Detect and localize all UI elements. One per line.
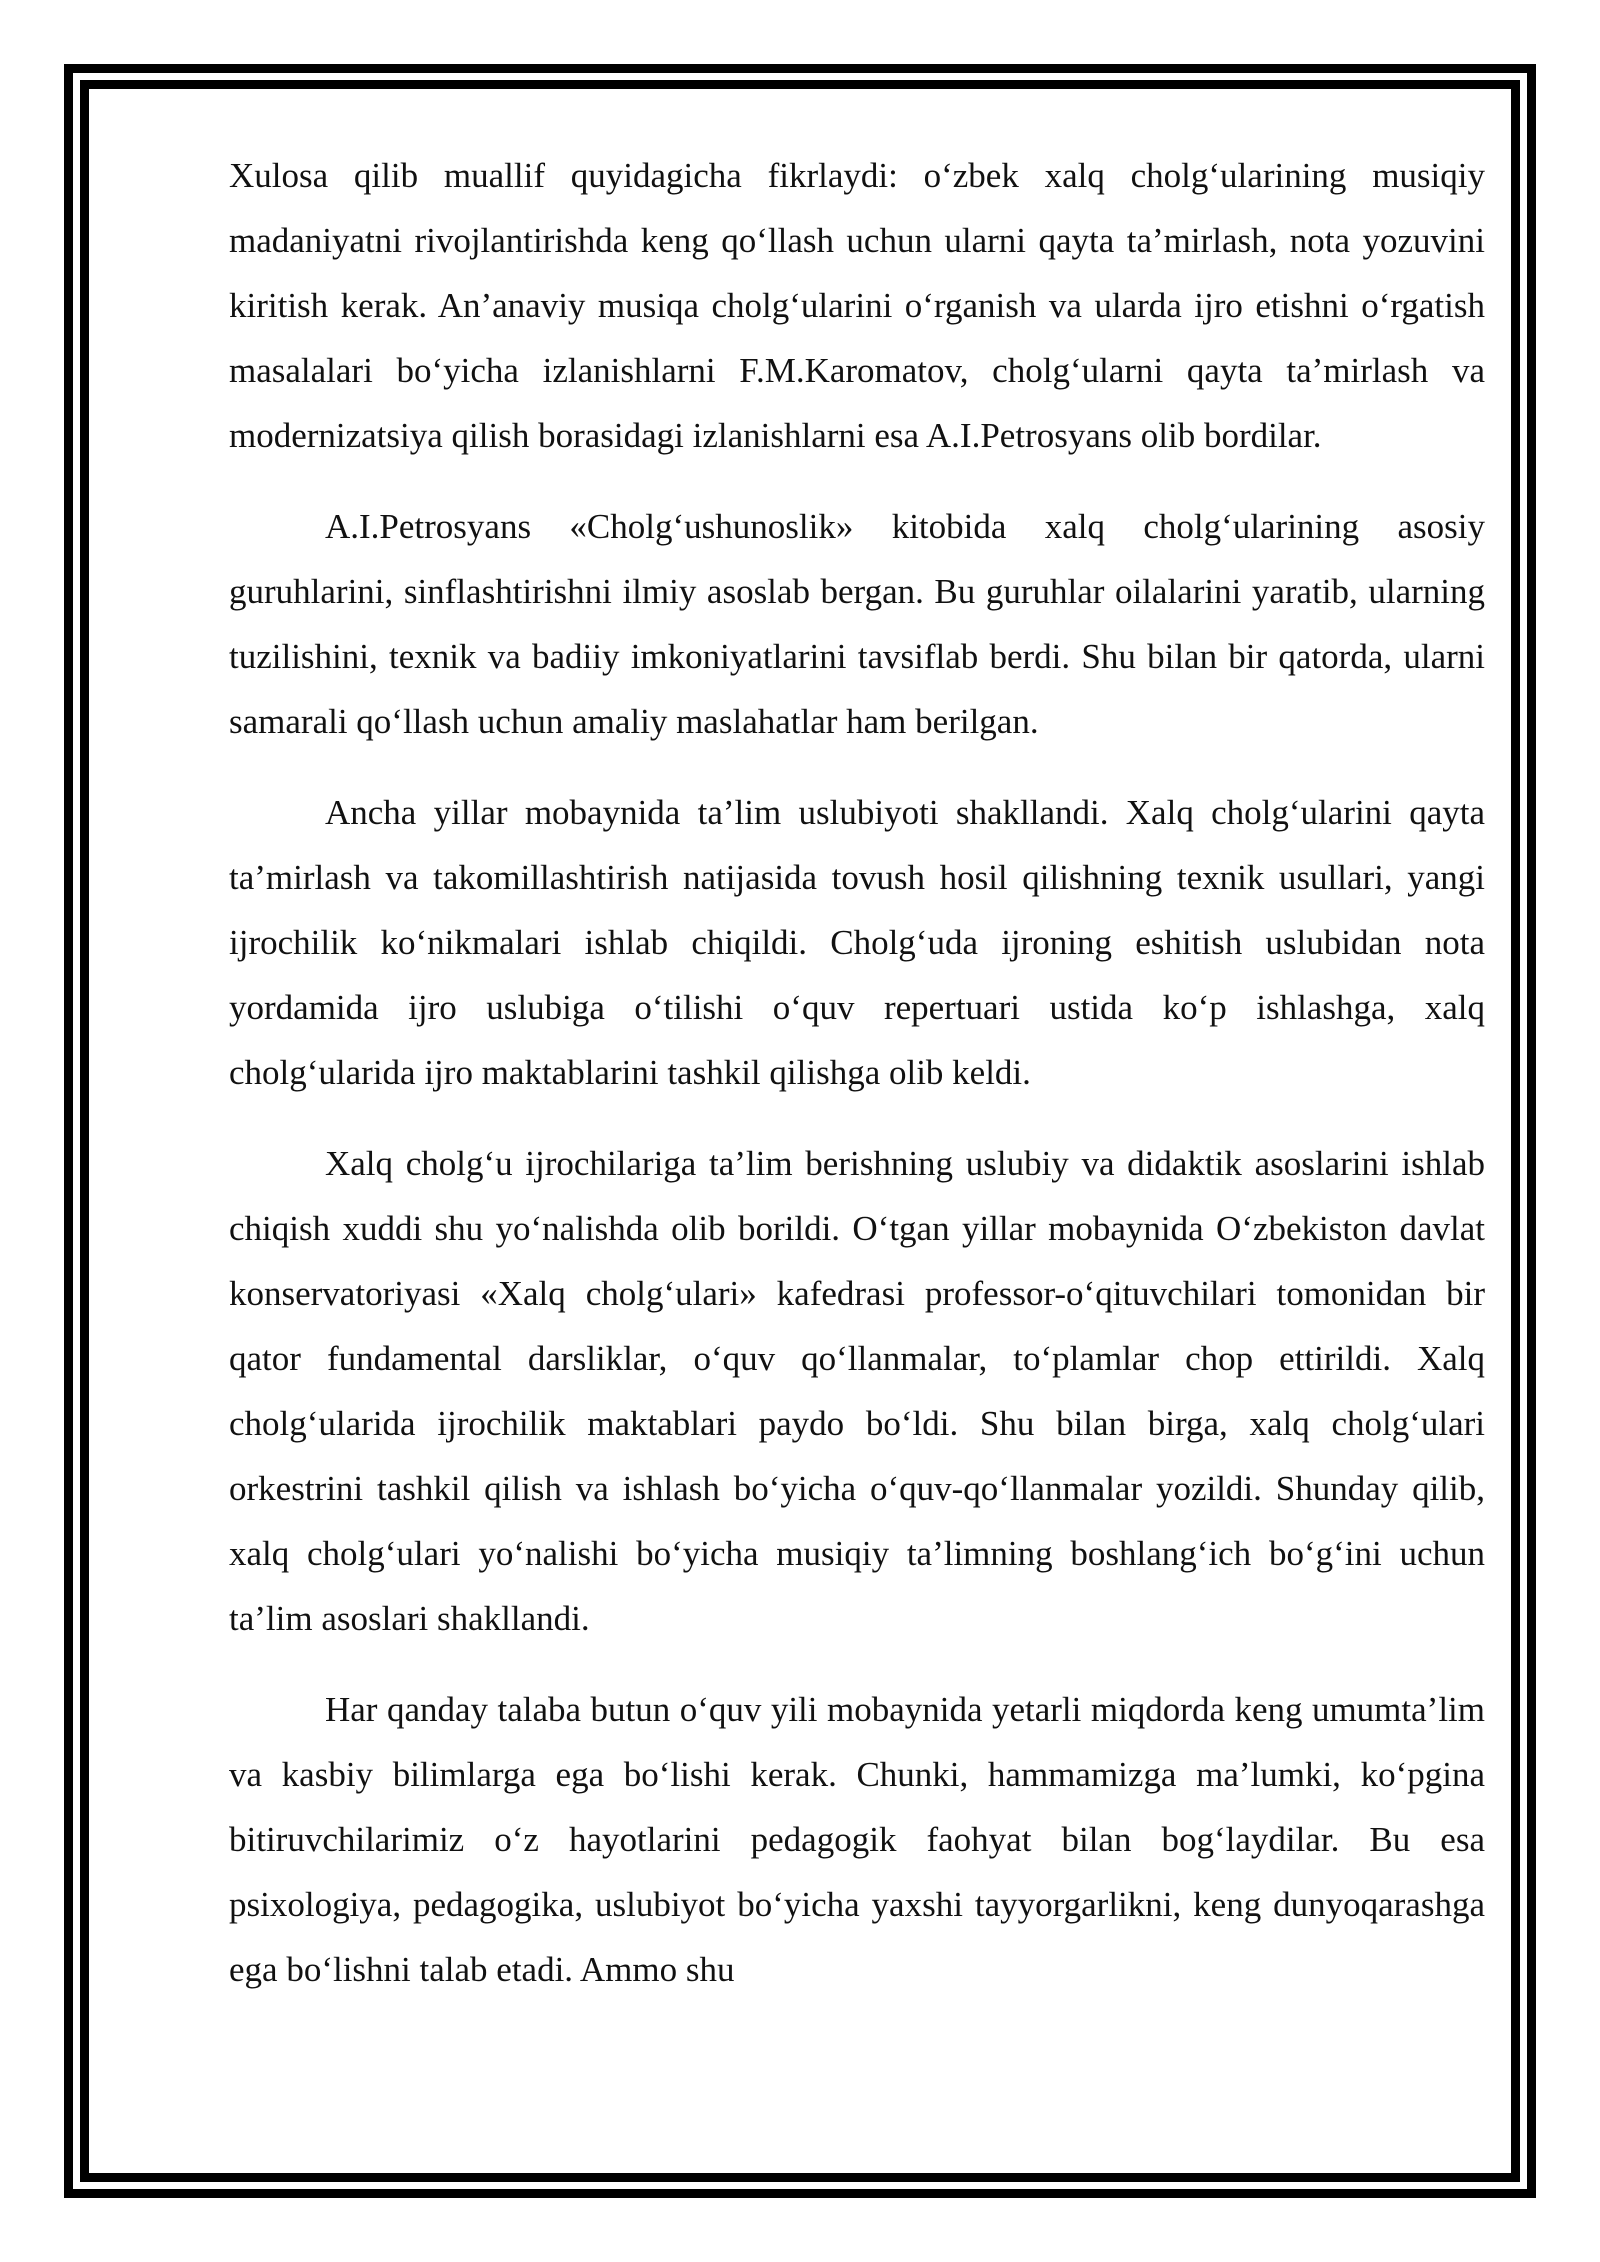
document-body — [229, 143, 1485, 2002]
paragraph-4: Xalq cholg‘u ijrochilariga ta’lim berishning uslubiy va didaktik asoslarini ishlab chiqish xuddi shu yo‘nalishda olib borildi. O‘tgan yillar mobaynida O‘zbekiston davlat konservatoriyasi «Xalq cholg‘ulari» kafedrasi professor-o‘qituvchilari tomonidan bir qator fundamental darsliklar, o‘quv qo‘llanmalar, to‘plamlar chop ettirildi. Xalq cholg‘ularida ijrochilik maktablari paydo bo‘ldi. Shu bilan birga, xalq cholg‘ulari orkestrini tashkil qilish va ishlash bo‘yicha o‘quv-qo‘llanmalar yozildi. Shunday qilib, xalq cholg‘ulari yo‘nalishi bo‘yicha musiqiy ta’limning boshlang‘ich bo‘g‘ini uchun ta’lim asoslari shakllandi. — [229, 1144, 1485, 1638]
paragraph-2: A.I.Petrosyans «Cholg‘ushunoslik» kitobida xalq cholg‘ularining asosiy guruhlarini, sinflashtirishni ilmiy asoslab bergan. Bu guruhlar oilalarini yaratib, ularning tuzilishini, texnik va badiiy imkoniyatlarini tavsiflab berdi. Shu bilan bir qatorda, ularni samarali qo‘llash uchun amaliy maslahatlar ham berilgan. — [229, 507, 1485, 741]
paragraph-3: Ancha yillar mobaynida ta’lim uslubiyoti shakllandi. Xalq cholg‘ularini qayta ta’mirlash va takomillashtirish natijasida tovush hosil qilishning texnik usullari, yangi ijrochilik ko‘nikmalari ishlab chiqildi. Cholg‘uda ijroning eshitish uslubidan nota yordamida ijro uslubiga o‘tilishi o‘quv repertuari ustida ko‘p ishlashga, xalq cholg‘ularida ijro maktablarini tashkil qilishga olib keldi. — [229, 793, 1485, 1092]
paragraph-5: Har qanday talaba butun o‘quv yili mobaynida yetarli miqdorda keng umumta’lim va kasbiy bilimlarga ega bo‘lishi kerak. Chunki, hammamizga ma’lumki, ko‘pgina bitiruvchilarimiz o‘z hayotlarini pedagogik faohyat bilan bog‘laydilar. Bu esa psixologiya, pedagogika, uslubiyot bo‘yicha yaxshi tayyorgarlikni, keng dunyoqarashga ega bo‘lishni talab etadi. Ammo shu — [229, 1690, 1485, 1989]
paragraph-1: Xulosa qilib muallif quyidagicha fikrlaydi: o‘zbek xalq cholg‘ularining musiqiy madaniyatni rivojlantirishda keng qo‘llash uchun ularni qayta ta’mirlash, nota yozuvini kiritish kerak. An’anaviy musiqa cholg‘ularini o‘rganish va ularda ijro etishni o‘rgatish masalalari bo‘yicha izlanishlarni F.M.Karomatov, cholg‘ularni qayta ta’mirlash va modernizatsiya qilish borasidagi izlanishlarni esa A.I.Petrosyans olib bordilar. — [229, 156, 1485, 455]
